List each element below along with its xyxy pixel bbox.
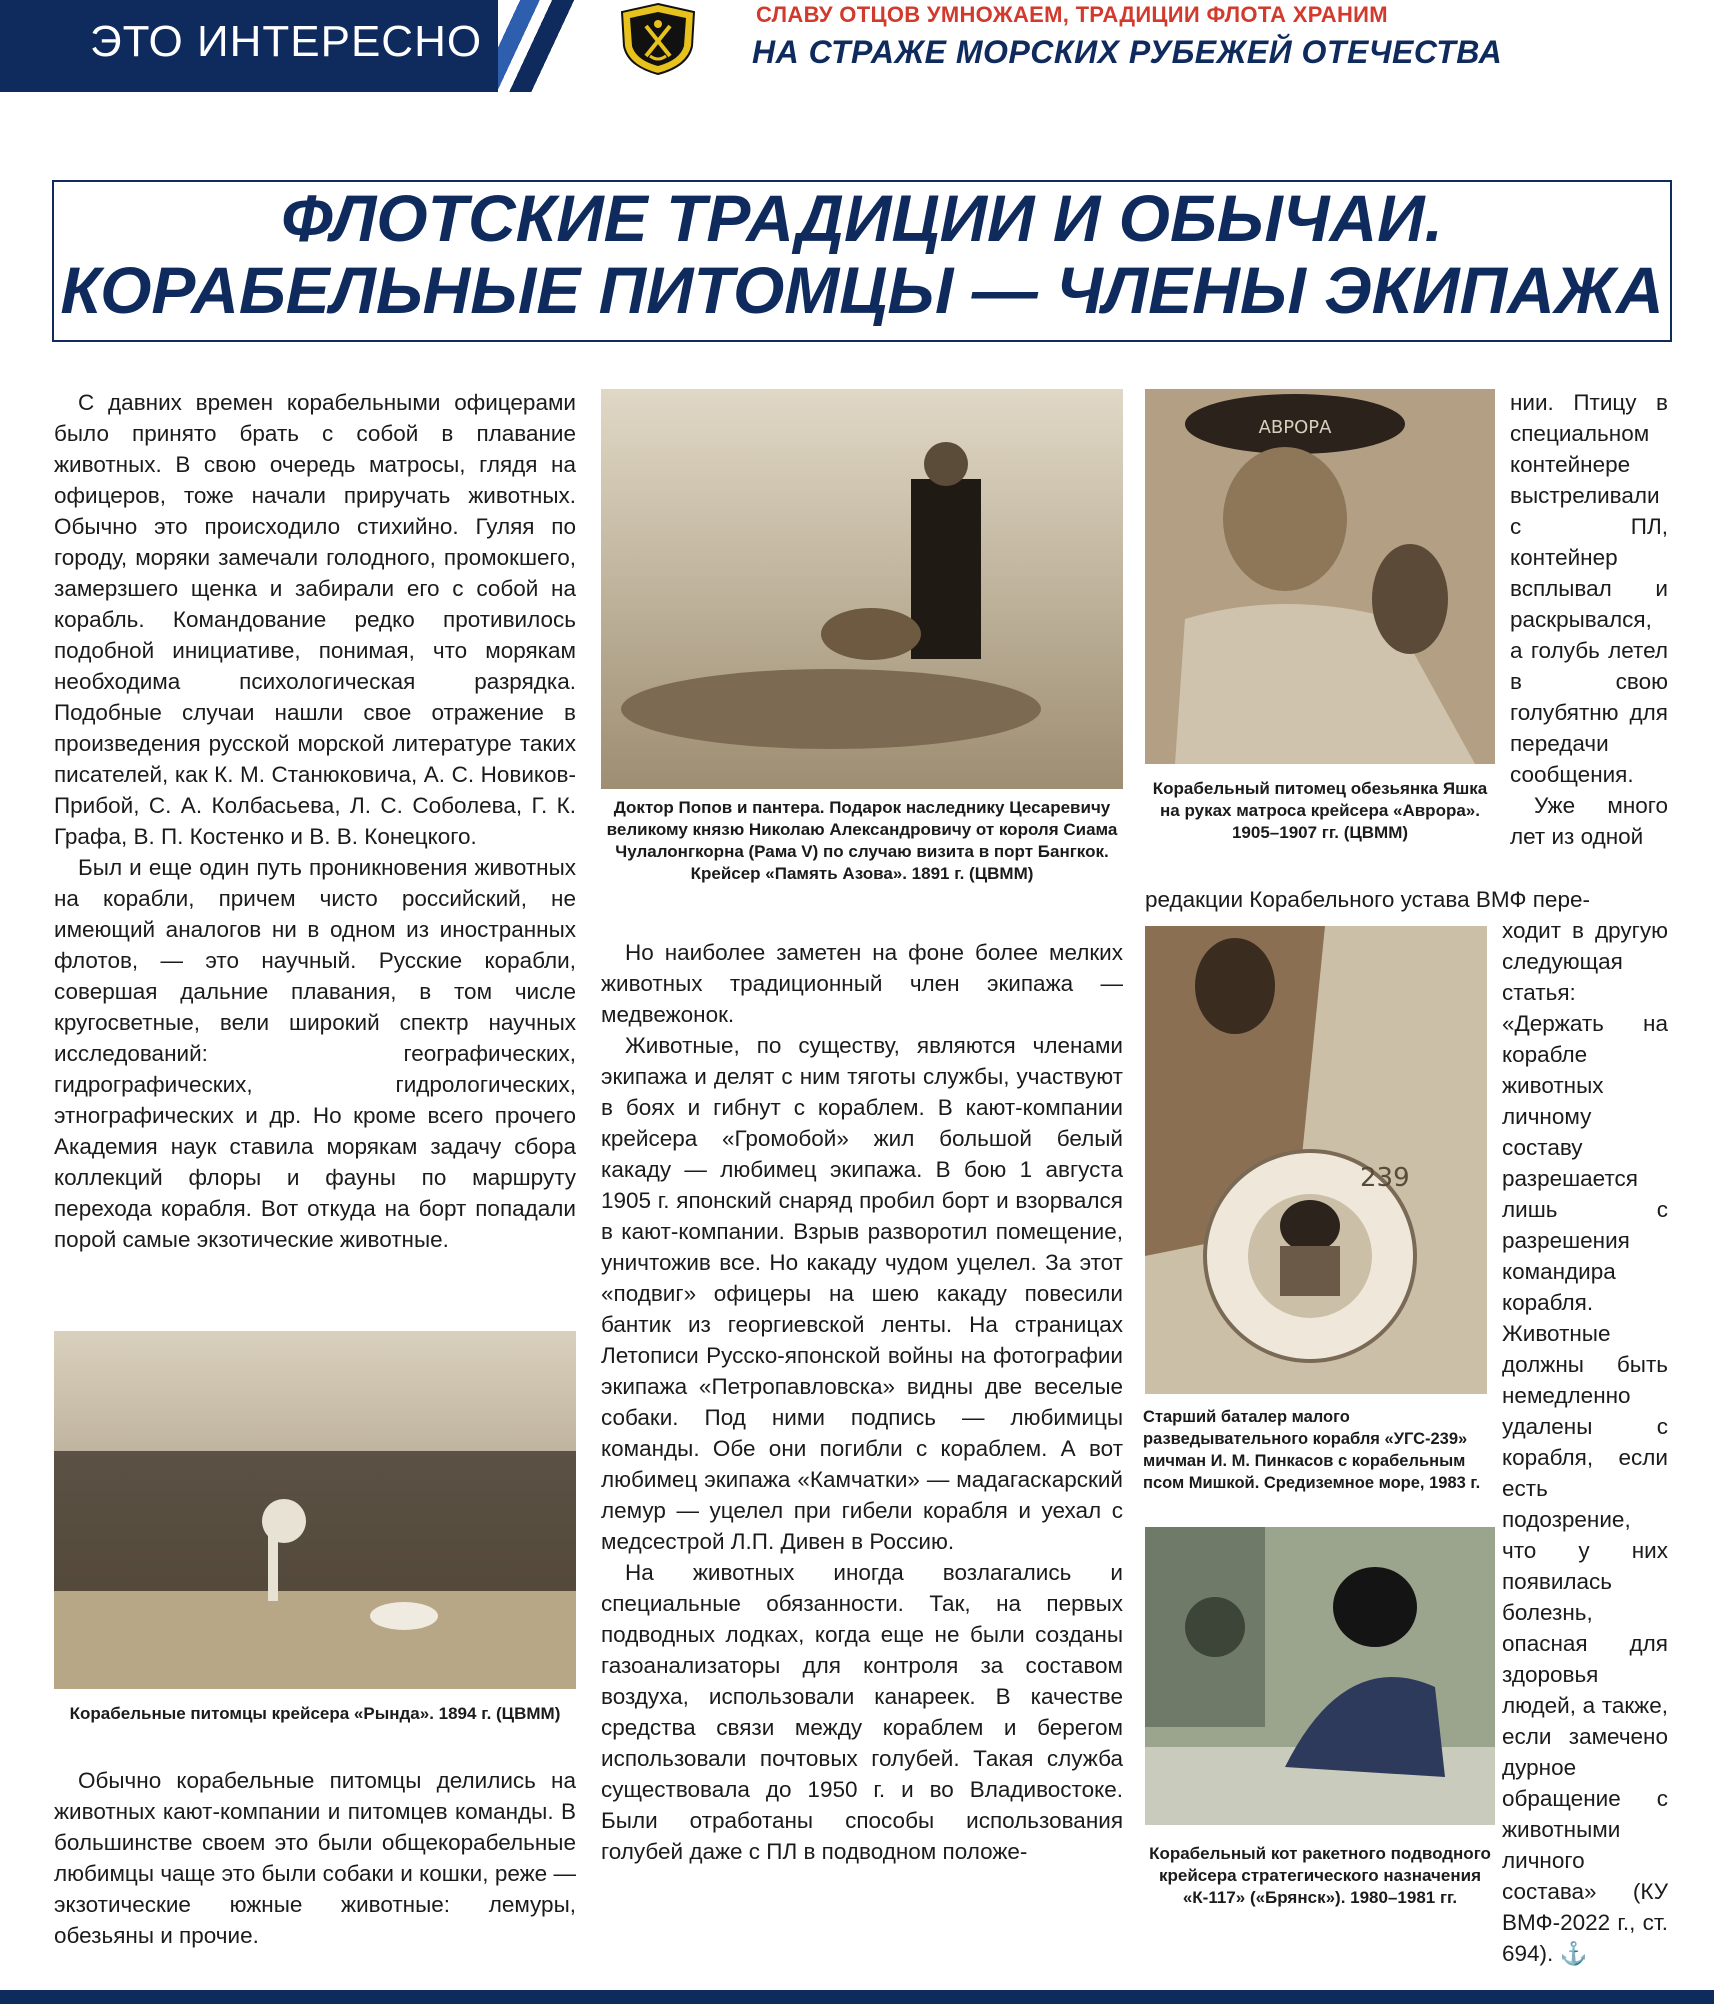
section-label: ЭТО ИНТЕРЕСНО xyxy=(90,17,483,66)
page-title-line2: КОРАБЕЛЬНЫЕ ПИТОМЦЫ — ЧЛЕНЫ ЭКИПАЖА xyxy=(60,253,1664,327)
photo-caption: Корабельный кот ракетного подводного крейсера стратегического назначения «К-117» («Брянск»). 1980–1981 гг. xyxy=(1149,1844,1491,1907)
article-column-4 xyxy=(1510,387,1668,852)
anchor-icon: ⚓ xyxy=(1559,1941,1588,1966)
paragraph: С давних времен корабельными офицерами было принято брать с собой в плавание животных. В свою очередь матросы, глядя на офицеров, тоже начали приручать животных. Обычно это происходило стихийно. Гуляя по городу, моряки замечали голодного, промокшего, замерзшего щенка и забирали его с собой на корабль. Командование редко противилось подобной инициативе, понимая, что морякам необходима психологическая разрядка. Подобные случаи нашли свое отражение в произведения русской морской литературе таких писателей, как К. М. Станюковича, А. С. Новиков-Прибой, С. А. Колбасьева, Л. С. Соболева, Г. К. Графа, В. П. Костенко и В. В. Конецкого. xyxy=(54,390,576,849)
photo-caption: Корабельные питомцы крейсера «Рында». 1894 г. (ЦВММ) xyxy=(69,1704,561,1723)
photo-caption: Старший баталер малого разведывательного корабля «УГС-239» мичман И. М. Пинкасов с корабельным псом Мишкой. Средиземное море, 1983 г. xyxy=(1143,1408,1481,1492)
title-box xyxy=(52,180,1672,342)
paragraph: Был и еще один путь проникновения животных на корабли, причем чисто российский, не имеющий аналогов ни в одном из иностранных флотов, — это научный. Русские корабли, совершая дальние плавания, в том числе кругосветные, вели широкий спектр научных исследований: географических, гидрографических, гидрологических, этнографических и др. Но кроме всего прочего Академия наук ставила морякам задачу сбора коллекций флоры и фауны по маршруту перехода корабля. Вот откуда на борт попадали порой самые экзотические животные. xyxy=(54,855,576,1252)
article-column-1-cont xyxy=(54,1765,576,1951)
paragraph: Уже много лет из одной xyxy=(1510,793,1668,849)
article-column-1 xyxy=(54,387,576,1255)
photo-rynda-crew xyxy=(54,1331,576,1689)
navy-emblem-icon xyxy=(610,2,706,76)
photo-aurora-sailor-monkey xyxy=(1145,389,1495,764)
photo-k117-cat xyxy=(1145,1527,1495,1825)
photo-doctor-panther xyxy=(601,389,1123,789)
paragraph: ходит в другую следующая статья: «Держать на корабле животных личному составу разрешается лишь с разрешения командира корабля. Животные должны быть немедленно удалены с корабля, если есть подозрение, что у них появилась болезнь, опасная для здоровья людей, а также, если замечено дурное обращение с животными личного состава» (КУ ВМФ-2022 г., ст. 694). xyxy=(1502,918,1668,1966)
paragraph: нии. Птицу в специальном контейнере выстреливали с ПЛ, контейнер всплывал и раскрывался, а голубь летел в свою голубятню для передачи сообщения. xyxy=(1510,390,1668,787)
header-subtitle: НА СТРАЖЕ МОРСКИХ РУБЕЖЕЙ ОТЕЧЕСТВА xyxy=(752,34,1503,70)
bridge-line: редакции Корабельного устава ВМФ пере- xyxy=(1145,887,1590,912)
photo-caption: Доктор Попов и пантера. Подарок наследнику Цесаревичу великому князю Николаю Александровичу от короля Сиама Чулалонгкорна (Рама V) по случаю визита в порт Бангкок. Крейсер «Память Азова». 1891 г. (ЦВММ) xyxy=(606,798,1118,883)
photo-caption: Корабельный питомец обезьянка Яшка на руках матроса крейсера «Аврора». 1905–1907 гг. (ЦВММ) xyxy=(1152,779,1488,842)
header-stripes xyxy=(498,0,578,92)
photo-ugs239-sailor-dog xyxy=(1145,926,1487,1394)
header-slogan: СЛАВУ ОТЦОВ УМНОЖАЕМ, ТРАДИЦИИ ФЛОТА ХРАНИМ xyxy=(756,2,1388,27)
buoy-number-text: 239 xyxy=(1360,1163,1410,1193)
article-column-4-cont xyxy=(1502,915,1668,1969)
article-column-2 xyxy=(601,937,1123,1867)
paragraph: Но наиболее заметен на фоне более мелких животных традиционный член экипажа — медвежонок. xyxy=(601,940,1123,1027)
page-title-line1: ФЛОТСКИЕ ТРАДИЦИИ И ОБЫЧАИ. xyxy=(281,181,1443,255)
section-band xyxy=(0,0,500,92)
bottom-rule xyxy=(0,1990,1714,2004)
paragraph: Животные, по существу, являются членами экипажа и делят с ним тяготы службы, участвуют в боях и гибнут с кораблем. В кают-компании крейсера «Громобой» жил большой белый какаду — любимец экипажа. В бою 1 августа 1905 г. японский снаряд пробил борт и взорвался в кают-компании. Взрыв разворотил помещение, уничтожив все. Но какаду чудом уцелел. За этот «подвиг» офицеры на шею какаду повесили бантик из георгиевской ленты. На страницах Летописи Русско-японской войны на фотографии экипажа «Петропавловска» видны две веселые собаки. Под ними подпись — любимицы команды. Обе они погибли с кораблем. А вот любимец экипажа «Камчатки» — мадагаскарский лемур — уцелел при гибели корабля и уехал с медсестрой Л.П. Дивен в Россию. xyxy=(601,1033,1123,1554)
cap-band-text: АВРОРА xyxy=(1258,417,1332,438)
paragraph: Обычно корабельные питомцы делились на животных кают-компании и питомцев команды. В большинстве своем это были общекорабельные любимцы чаще это были собаки и кошки, реже — экзотические южные животные: лемуры, обезьяны и прочие. xyxy=(54,1768,576,1948)
paragraph: На животных иногда возлагались и специальные обязанности. Так, на первых подводных лодках, когда еще не были созданы газоанализаторы для контроля за составом воздуха, использовали канареек. В качестве средства связи между кораблем и берегом использовали почтовых голубей. Такая служба существовала до 1950 г. и во Владивостоке. Были отработаны способы использования голубей даже с ПЛ в подводном положе- xyxy=(601,1560,1123,1864)
